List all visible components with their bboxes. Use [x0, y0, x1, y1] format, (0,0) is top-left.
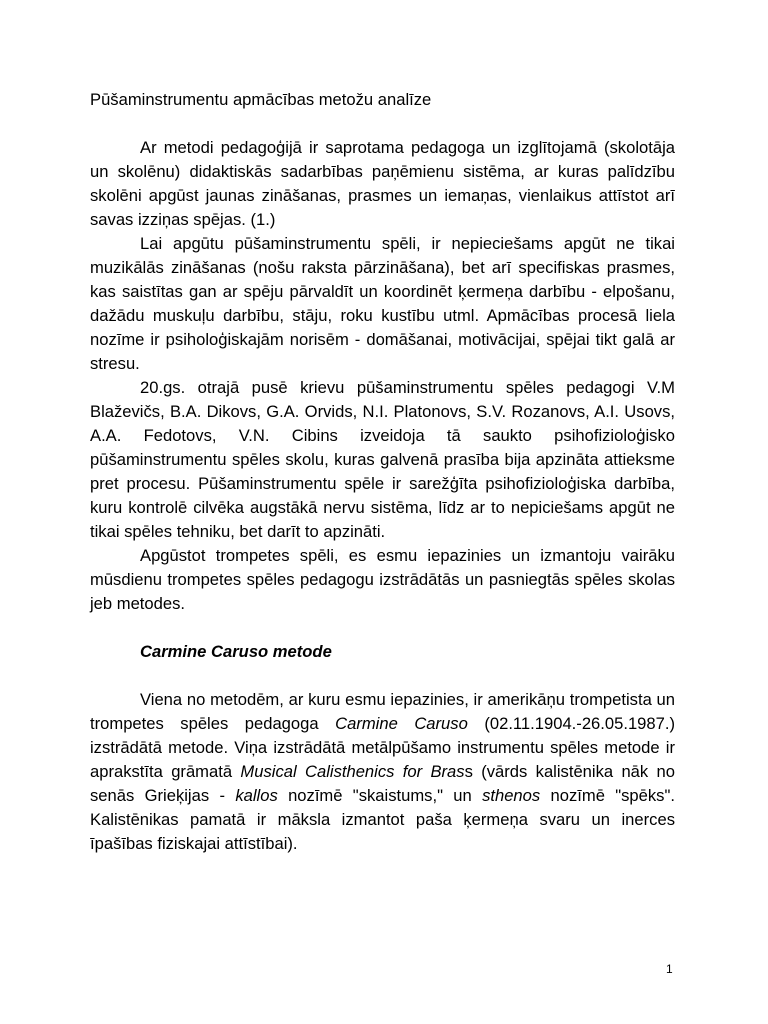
term-kallos: kallos — [235, 786, 278, 805]
term-sthenos: sthenos — [482, 786, 541, 805]
paragraph-trumpet-methods: Apgūstot trompetes spēli, es esmu iepazinies un izmantoju vairāku mūsdienu trompetes spēles pedagogu izstrādātās un pasniegtās spēles skolas jeb metodes. — [90, 546, 675, 613]
document-title: Pūšaminstrumentu apmācības metožu analīze — [90, 90, 432, 109]
text-run: nozīmē "spēks". Kalistēnikas pamatā ir māksla izmantot paša ķermeņa svaru un inerces īpašības fiziskajai attīstībai). — [90, 786, 675, 853]
paragraph-method-definition: Ar metodi pedagoģijā ir saprotama pedagoga un izglītojamā (skolotāja un skolēnu) didaktiskās sadarbības paņēmienu sistēma, ar kuras palīdzību skolēni apgūst jaunas zināšanas, prasmes un iemaņas, vienlaikus attīstot arī savas izziņas spējas. (1.) — [90, 138, 675, 229]
page-number: 1 — [666, 962, 673, 976]
text-run: (02.11.1904.-26.05.1987.) izstrādātā metode. Viņa izstrādātā metālpūšamo instrumentu spēles metode ir aprakstīta grāmatā — [90, 714, 676, 781]
text-run: nozīmē "skaistums," un — [277, 786, 483, 805]
section-heading: Carmine Caruso metode — [140, 642, 332, 661]
text-run: Viena no metodēm, ar kuru esmu iepazinies, ir amerikāņu trompetista un trompetes spēles pedagoga — [90, 690, 675, 733]
paragraph-russian-school: 20.gs. otrajā pusē krievu pūšaminstrumentu spēles pedagogi V.M Blaževičs, B.A. Dikovs, G.A. Orvids, N.I. Platonovs, S.V. Rozanovs, A.I. Usovs, A.A. Fedotovs, V.N. Cibins izveidoja tā saukto psihofizioloģisko pūšaminstrumentu spēles skolu, kuras galvenā prasība bija apzināta attieksme pret procesu. Pūšaminstrumentu spēle ir sarežģīta psihofizioloģiska darbība, kuru kontrolē cilvēka augstākā nervu sistēma, līdz ar to nepiciešams apgūt ne tikai spēles tehniku, bet darīt to apzināti. — [90, 378, 675, 541]
document-page — [90, 88, 675, 856]
paragraph-caruso — [90, 688, 675, 856]
text-run: s (vārds kalistēnika nāk no senās Grieķijas - — [90, 762, 675, 805]
person-name: Carmine Caruso — [335, 714, 468, 733]
paragraph-skills: Lai apgūtu pūšaminstrumentu spēli, ir nepieciešams apgūt ne tikai muzikālās zināšanas (nošu raksta pārzināšana), bet arī specifiskas prasmes, kas saistītas gan ar spēju pārvaldīt un koordinēt ķermeņa darbību - elpošanu, dažādu muskuļu darbību, stāju, roku kustību utml. Apmācības procesā liela nozīme ir psiholoģiskajām norisēm - domāšanai, motivācijai, spējai tikt galā ar stresu. — [90, 234, 675, 373]
book-title: Musical Calisthenics for Bras — [240, 762, 465, 781]
